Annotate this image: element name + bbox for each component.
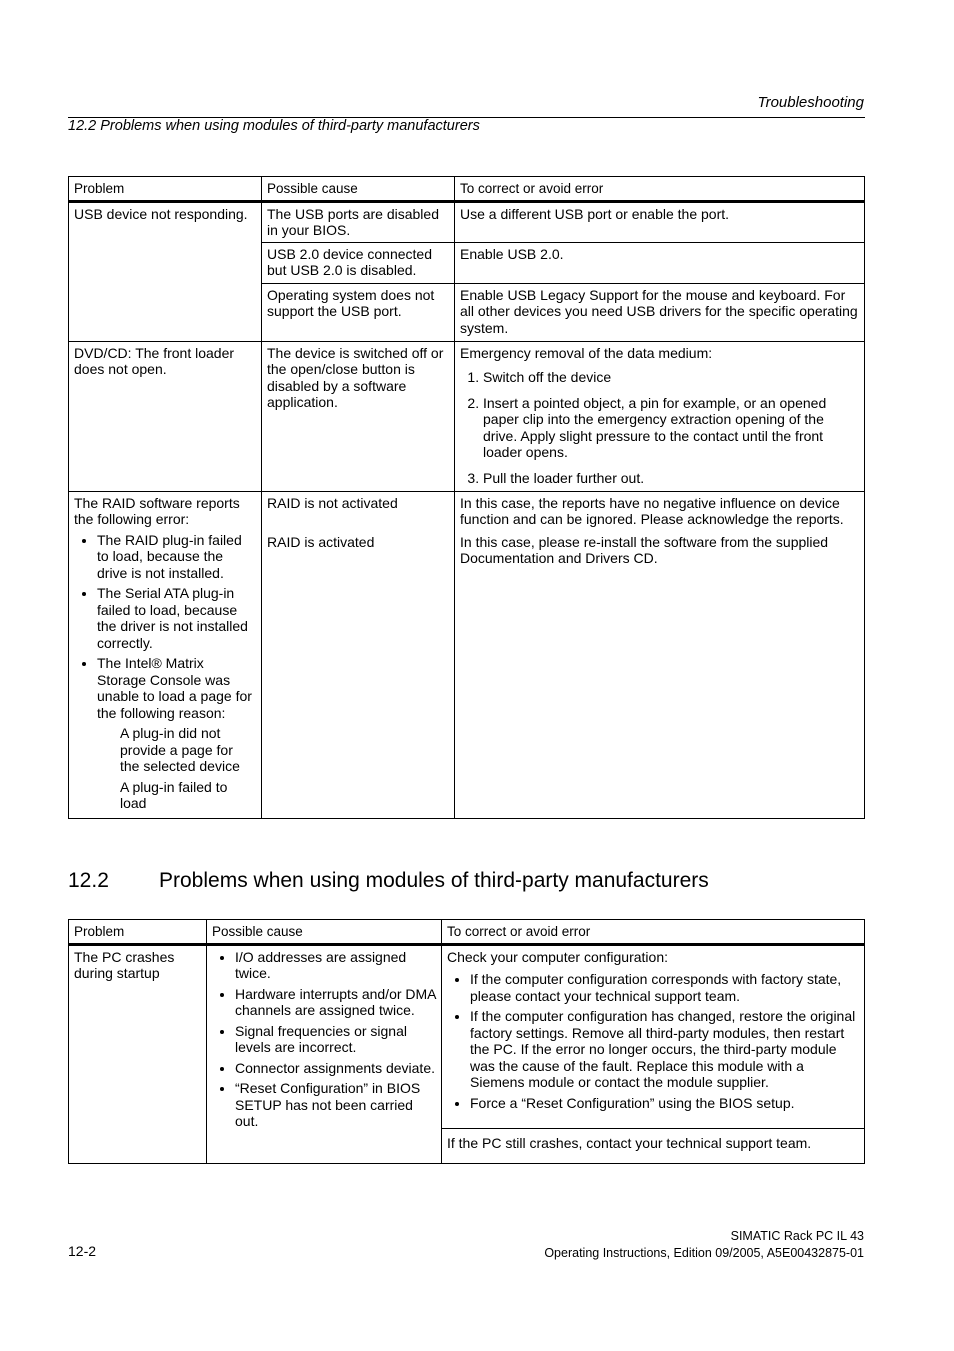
table-row — [69, 201, 865, 242]
list-item: • If the computer configuration has changed, restore the original factory settings. Remove all third-party modules, then restart the PC. If the error no longer occurs, the third-party module was the cause of the fault. Replace this module with a Siemens module or contact the module supplier. — [470, 1008, 859, 1091]
fix-cell — [455, 283, 865, 341]
cause-cell — [262, 283, 455, 341]
fix-text: Enable USB 2.0. — [460, 245, 564, 262]
fix-cell — [442, 1128, 865, 1163]
list-item: 3. Pull the loader further out. — [483, 470, 859, 487]
fix-text: Emergency removal of the data medium: — [460, 344, 713, 361]
fix-cell — [455, 491, 865, 818]
page-number: 12-2 — [68, 1243, 97, 1259]
sub-list — [120, 725, 256, 812]
problem-cell — [69, 944, 207, 1163]
list-item: • If the computer configuration corresponds with factory state, please contact your technical support team. — [470, 971, 859, 1004]
list-item: • The RAID plug-in failed to load, because the drive is not installed. — [97, 532, 256, 582]
list-item: 1. Switch off the device — [483, 369, 859, 386]
problem-text: USB device not responding. — [74, 205, 248, 222]
cause-text: USB 2.0 device connected but USB 2.0 is disabled. — [267, 245, 432, 278]
section-number: 12.2 — [68, 869, 109, 892]
fix-cell — [455, 242, 865, 283]
fix-text: Use a different USB port or enable the port. — [460, 205, 730, 222]
problem-cell — [69, 201, 262, 341]
problem-text: The PC crashes during startup — [74, 948, 175, 981]
cause-text: The device is switched off or the open/close button is disabled by a software application. — [267, 344, 444, 410]
cause-cell — [262, 242, 455, 283]
list-item: • “Reset Configuration” in BIOS SETUP has not been carried out. — [235, 1080, 436, 1130]
fix-text: Enable USB Legacy Support for the mouse and keyboard. For all other devices you need USB drivers for the specific operating system. — [460, 286, 858, 336]
fix-cell — [455, 341, 865, 491]
troubleshooting-table-2 — [68, 919, 865, 1164]
list-item: • Connector assignments deviate. — [235, 1060, 436, 1077]
column-header-fix: To correct or avoid error — [442, 920, 865, 945]
column-header-fix: To correct or avoid error — [455, 177, 865, 202]
list-item: • The Intel® Matrix Storage Console was unable to load a page for the following reason: — [97, 655, 256, 721]
bullet-list — [74, 532, 256, 722]
table-header-row — [69, 920, 865, 945]
table-row — [69, 944, 865, 1128]
table-row — [69, 491, 865, 818]
running-header-chapter: Troubleshooting — [757, 94, 864, 111]
product-name: SIMATIC Rack PC IL 43 — [730, 1229, 864, 1243]
cause-cell — [262, 341, 455, 491]
problem-text: The RAID software reports the following error: — [74, 494, 240, 527]
edition-line: Operating Instructions, Edition 09/2005, A5E00432875-01 — [544, 1246, 864, 1260]
running-header-section: 12.2 Problems when using modules of third-party manufacturers — [68, 118, 480, 134]
problem-cell — [69, 341, 262, 491]
numbered-steps — [460, 369, 859, 486]
fix-text: In this case, the reports have no negative influence on device function and can be ignored. Please acknowledge the reports. — [460, 494, 844, 527]
list-item: • The Serial ATA plug-in failed to load, because the driver is not installed correctly. — [97, 585, 256, 651]
problem-cell — [69, 491, 262, 818]
troubleshooting-table-1 — [68, 176, 865, 819]
list-item: • Force a “Reset Configuration” using the BIOS setup. — [470, 1095, 859, 1112]
table-row — [69, 341, 865, 491]
column-header-problem: Problem — [69, 177, 262, 202]
cause-cell — [262, 201, 455, 242]
bullet-list — [447, 971, 859, 1111]
column-header-cause: Possible cause — [262, 177, 455, 202]
fix-text: If the PC still crashes, contact your technical support team. — [447, 1134, 812, 1151]
fix-cell — [442, 944, 865, 1128]
list-item: A plug-in did not provide a page for the selected device — [120, 725, 240, 774]
fix-cell — [455, 201, 865, 242]
cause-cell — [207, 944, 442, 1163]
column-header-cause: Possible cause — [207, 920, 442, 945]
section-heading — [68, 868, 709, 894]
list-item: • I/O addresses are assigned twice. — [235, 949, 436, 982]
bullet-list — [212, 949, 436, 1130]
problem-text: DVD/CD: The front loader does not open. — [74, 344, 235, 377]
column-header-problem: Problem — [69, 920, 207, 945]
list-item: 2. Insert a pointed object, a pin for example, or an opened paper clip into the emergency extraction opening of the drive. Apply slight pressure to the contact until the front loader opens. — [483, 395, 859, 461]
cause-cell — [262, 491, 455, 818]
list-item: A plug-in failed to load — [120, 778, 228, 811]
fix-text: In this case, please re-install the software from the supplied Documentation and Drivers CD. — [460, 533, 829, 566]
list-item: • Hardware interrupts and/or DMA channels are assigned twice. — [235, 986, 436, 1019]
cause-text: RAID is not activated — [267, 494, 398, 511]
list-item: • Signal frequencies or signal levels are incorrect. — [235, 1023, 436, 1056]
cause-text: The USB ports are disabled in your BIOS. — [267, 205, 439, 238]
table-header-row — [69, 177, 865, 202]
cause-text: RAID is activated — [267, 534, 375, 550]
fix-text: Check your computer configuration: — [447, 948, 668, 965]
section-title: Problems when using modules of third-party manufacturers — [159, 869, 709, 892]
footer-info — [544, 1228, 864, 1262]
cause-text: Operating system does not support the USB port. — [267, 286, 435, 319]
